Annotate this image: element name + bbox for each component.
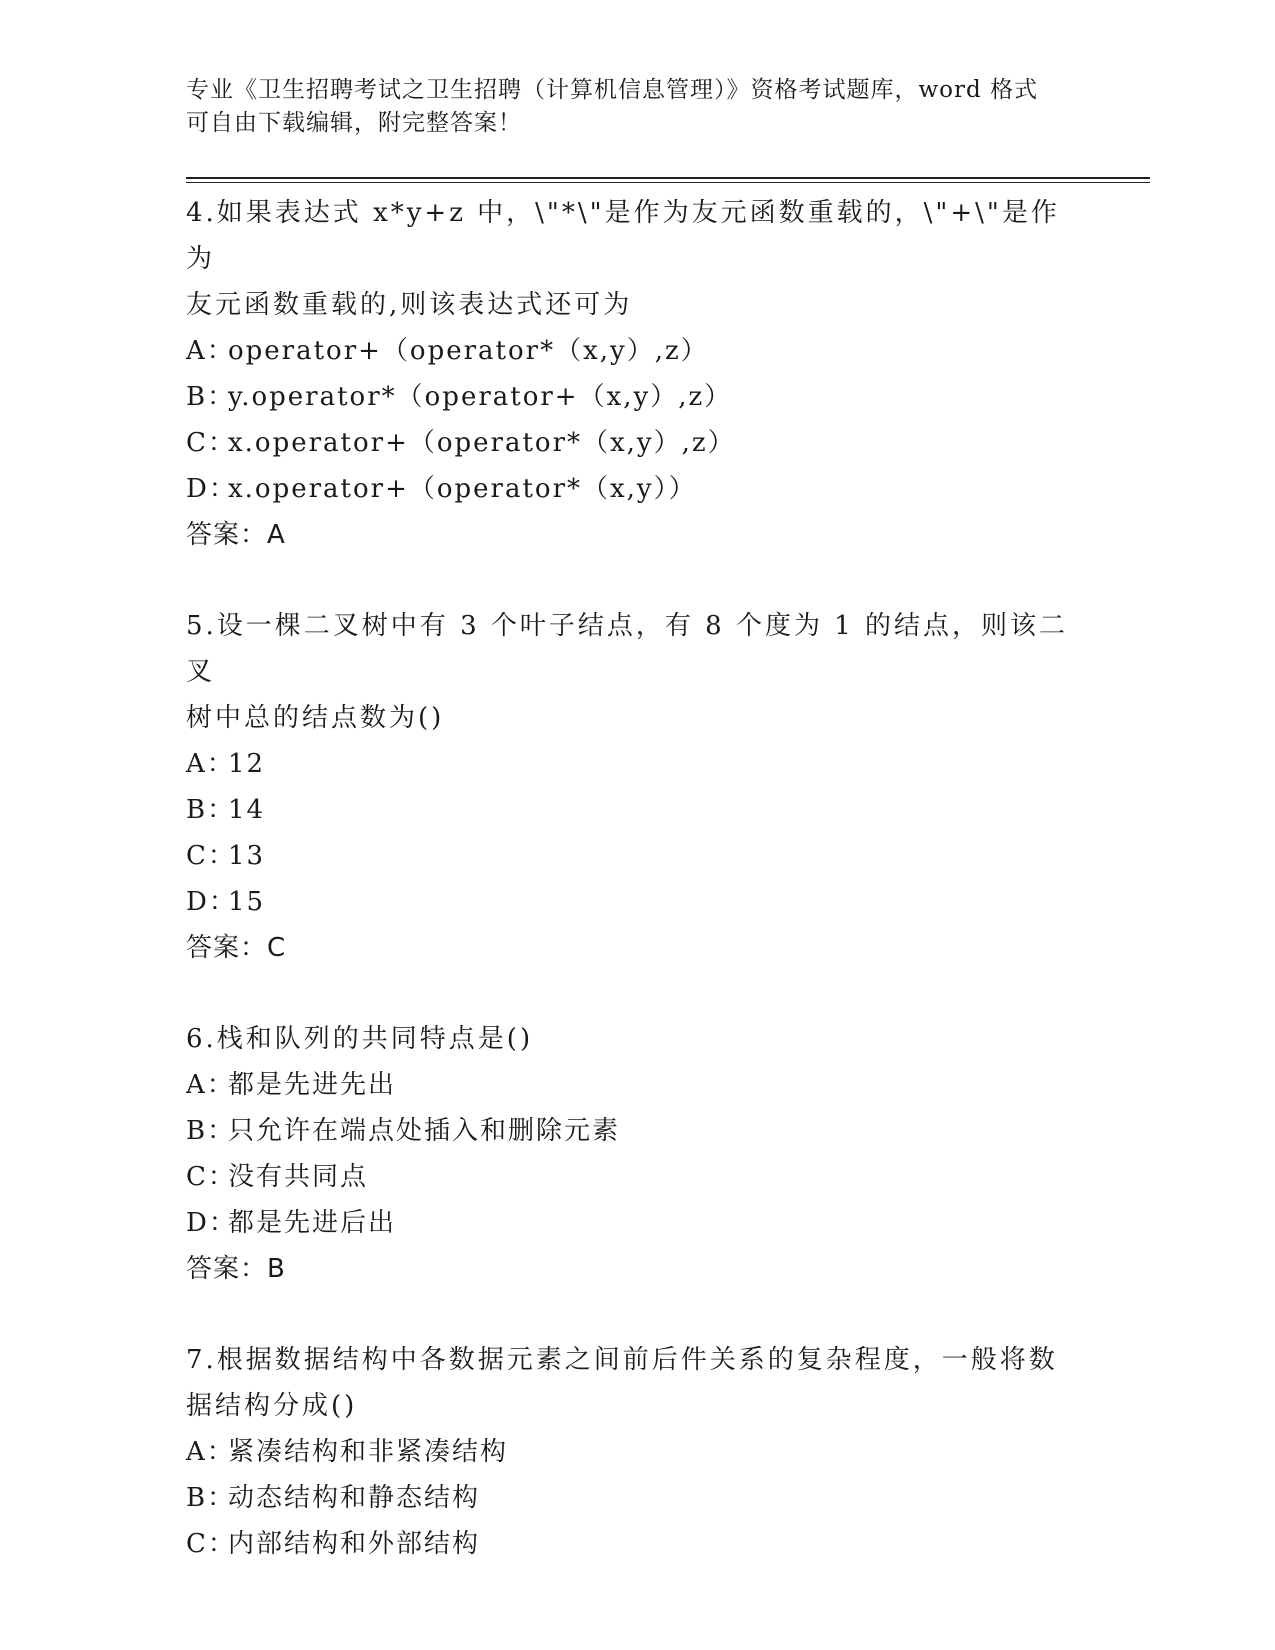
question-text-line: 4.如果表达式 x*y+z 中，\"*\"是作为友元函数重载的，\"+\"是作为 — [186, 198, 1060, 274]
option-text: 动态结构和静态结构 — [228, 1483, 481, 1513]
option-key: B： — [186, 1483, 236, 1513]
question-text-line: 据结构分成() — [186, 1391, 358, 1421]
option-d — [186, 466, 1086, 512]
option-text: 没有共同点 — [228, 1162, 369, 1192]
answer-label: 答案：B — [186, 1254, 286, 1284]
question-7 — [186, 1337, 1086, 1567]
option-a — [186, 328, 1086, 374]
option-b — [186, 787, 1086, 833]
question-text-line: 友元函数重载的,则该表达式还可为 — [186, 290, 633, 320]
option-key: A： — [186, 1070, 235, 1100]
header-divider-thin — [186, 182, 1150, 183]
option-c — [186, 833, 1086, 879]
option-text: x.operator+（operator*（x,y）,z） — [228, 428, 736, 458]
option-key: D： — [186, 887, 237, 917]
option-b — [186, 1108, 1086, 1154]
option-text: x.operator+（operator*（x,y）） — [228, 474, 697, 504]
option-key: C： — [186, 841, 236, 871]
answer-label: 答案：C — [186, 933, 287, 963]
option-c — [186, 1521, 1086, 1567]
question-text-line: 树中总的结点数为() — [186, 703, 445, 733]
question-list — [186, 190, 1086, 1612]
option-text: 内部结构和外部结构 — [228, 1529, 481, 1559]
option-text: 15 — [228, 887, 266, 917]
option-key: D： — [186, 474, 237, 504]
option-text: 都是先进先出 — [228, 1070, 397, 1100]
option-key: C： — [186, 428, 236, 458]
option-text: 13 — [228, 841, 266, 871]
option-b — [186, 374, 1086, 420]
option-text: 14 — [228, 795, 266, 825]
option-key: B： — [186, 382, 236, 412]
option-key: A： — [186, 336, 235, 366]
question-text-line: 5.设一棵二叉树中有 3 个叶子结点，有 8 个度为 1 的结点，则该二叉 — [186, 611, 1069, 687]
answer-label: 答案：A — [186, 520, 286, 550]
option-key: A： — [186, 749, 235, 779]
option-b — [186, 1475, 1086, 1521]
option-key: C： — [186, 1162, 236, 1192]
question-4 — [186, 190, 1086, 558]
option-c — [186, 1154, 1086, 1200]
option-d — [186, 879, 1086, 925]
header-line-2: 可自由下载编辑，附完整答案！ — [186, 110, 522, 136]
option-key: C： — [186, 1529, 236, 1559]
option-text: 只允许在端点处插入和删除元素 — [228, 1116, 621, 1146]
document-header — [186, 74, 1086, 140]
option-d — [186, 1200, 1086, 1246]
option-text: operator+（operator*（x,y）,z） — [228, 336, 709, 366]
question-text-line: 7.根据数据结构中各数据元素之间前后件关系的复杂程度，一般将数 — [186, 1345, 1058, 1375]
option-a — [186, 1062, 1086, 1108]
option-key: A： — [186, 1437, 235, 1467]
question-text-line: 6.栈和队列的共同特点是() — [186, 1024, 534, 1054]
question-6 — [186, 1016, 1086, 1292]
header-divider-thick — [186, 177, 1150, 179]
option-a — [186, 741, 1086, 787]
option-key: B： — [186, 1116, 236, 1146]
option-text: 紧凑结构和非紧凑结构 — [228, 1437, 509, 1467]
option-text: 12 — [228, 749, 266, 779]
option-key: B： — [186, 795, 236, 825]
option-a — [186, 1429, 1086, 1475]
header-line-1: 专业《卫生招聘考试之卫生招聘（计算机信息管理）》资格考试题库，word 格式 — [186, 77, 1039, 103]
option-text: y.operator*（operator+（x,y）,z） — [228, 382, 733, 412]
question-5 — [186, 603, 1086, 971]
option-c — [186, 420, 1086, 466]
option-key: D： — [186, 1208, 237, 1238]
option-text: 都是先进后出 — [228, 1208, 397, 1238]
